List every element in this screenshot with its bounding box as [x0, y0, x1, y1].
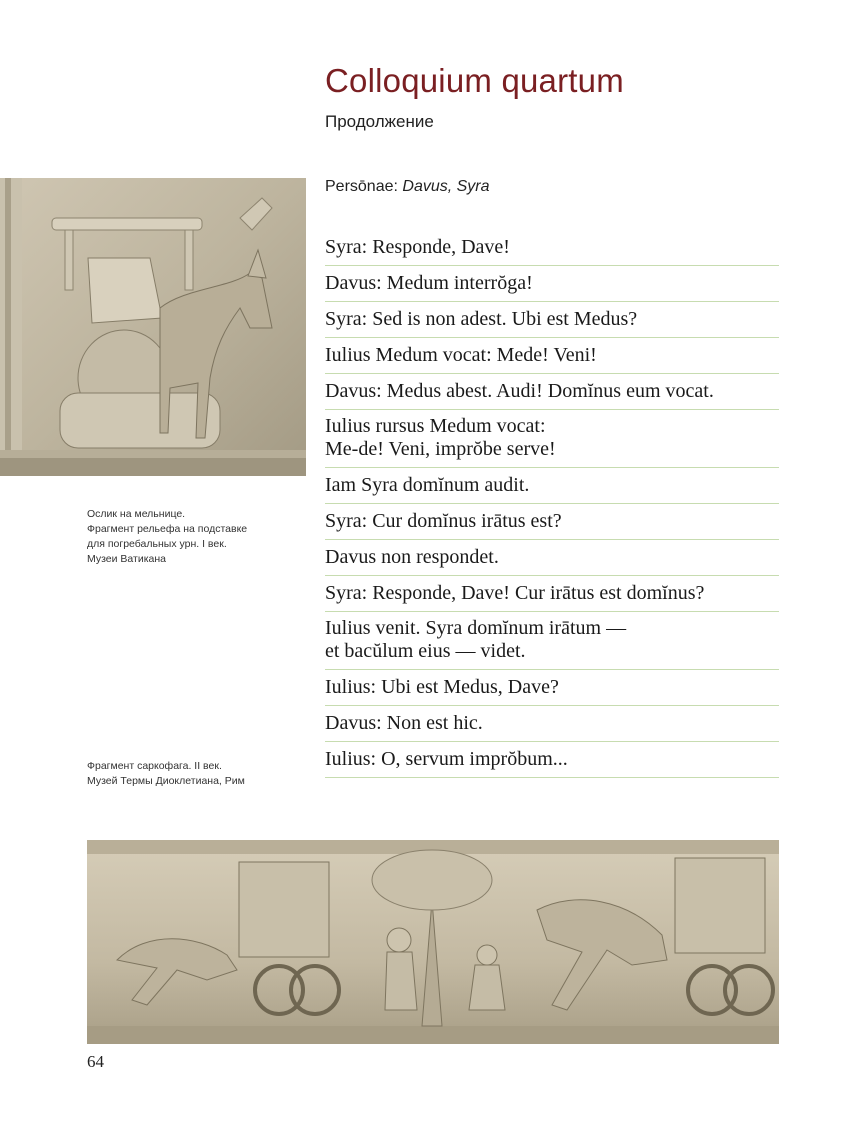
dialogue-line — [325, 670, 779, 706]
dialogue-text: Me-de! Veni, imprŏbe serve! — [325, 438, 556, 460]
caption-line: Музей Термы Диоклетиана, Рим — [87, 775, 245, 787]
sarcophagus-caption — [87, 759, 245, 789]
dialogue-text: Syra: Sed is non adest. Ubi est Medus? — [325, 308, 638, 330]
dialogue-line — [325, 706, 779, 742]
dialogue-text: Syra: Responde, Dave! — [325, 236, 510, 258]
dialogue-text: Iulius: O, servum imprŏbum... — [325, 748, 568, 770]
dialogue-line — [325, 576, 779, 612]
dialogue-text: Iulius venit. Syra domĭnum irātum — — [325, 617, 627, 639]
mill-relief-image — [0, 178, 306, 476]
dialogue-text: Davus: Medum interrŏga! — [325, 272, 533, 294]
dialogue-text: Iulius Medum vocat: Mede! Veni! — [325, 344, 597, 366]
dialogue-line — [325, 612, 779, 670]
dialogue-text: Syra: Cur domĭnus irātus est? — [325, 510, 562, 532]
caption-line: для погребальных урн. I век. — [87, 538, 227, 550]
dialogue-text: Davus: Medus abest. Audi! Domĭnus eum vocat. — [325, 380, 714, 402]
dialogue-line — [325, 338, 779, 374]
dialogue-line — [325, 504, 779, 540]
dialogue-text: Syra: Responde, Dave! Cur irātus est domĭnus? — [325, 582, 705, 604]
page-subtitle: Продолжение — [325, 112, 434, 131]
sarcophagus-relief-image — [87, 840, 779, 1044]
caption-line: Фрагмент саркофага. II век. — [87, 760, 222, 772]
dialogue-line — [325, 540, 779, 576]
dialogue-text: et bacŭlum eius — videt. — [325, 640, 526, 662]
dialogue-text: Davus non respondet. — [325, 546, 499, 568]
dialogue-text: Iulius rursus Medum vocat: — [325, 415, 546, 437]
dialogue-list — [325, 230, 779, 778]
dialogue-line — [325, 266, 779, 302]
personae-line — [325, 178, 490, 196]
dialogue-text: Iulius: Ubi est Medus, Dave? — [325, 676, 559, 698]
dialogue-line — [325, 374, 779, 410]
page-title: Colloquium quartum — [325, 62, 624, 99]
caption-line: Фрагмент рельефа на подставке — [87, 523, 248, 535]
caption-line: Ослик на мельнице. — [87, 508, 186, 520]
personae-label: Persōnae: — [325, 178, 398, 195]
personae-names: Davus, Syra — [402, 178, 490, 195]
dialogue-text: Davus: Non est hic. — [325, 712, 483, 734]
mill-caption — [87, 507, 247, 567]
dialogue-line — [325, 302, 779, 338]
dialogue-text: Iam Syra domĭnum audit. — [325, 474, 530, 496]
caption-line: Музеи Ватикана — [87, 553, 167, 565]
dialogue-line — [325, 742, 779, 778]
dialogue-line — [325, 230, 779, 266]
dialogue-line — [325, 468, 779, 504]
dialogue-line — [325, 410, 779, 468]
page-number: 64 — [87, 1052, 104, 1071]
